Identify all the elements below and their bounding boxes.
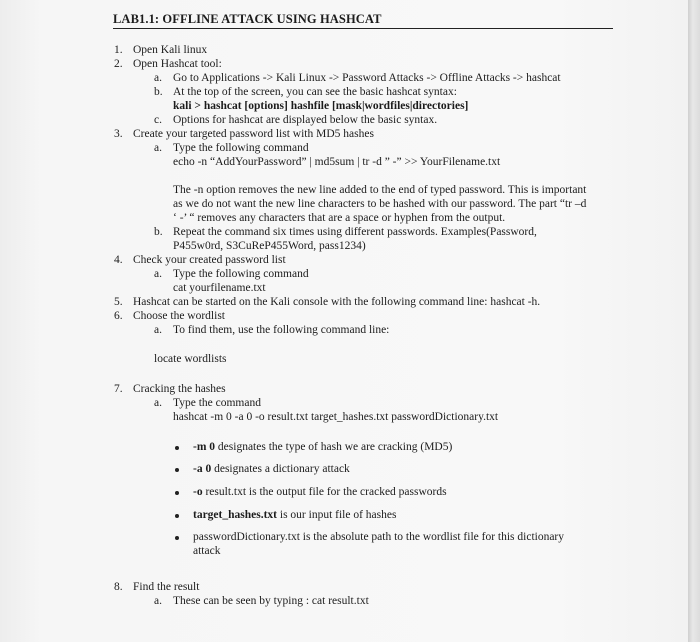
- bullet-dot: [175, 468, 179, 472]
- step-2a-text: Go to Applications -> Kali Linux -> Password Attacks -> Offline Attacks -> hashcat: [173, 72, 561, 84]
- step-8-number: 8.: [114, 581, 123, 593]
- hashcat-syntax: kali > hashcat [options] hashfile [mask|wordfiles|directories]: [173, 100, 469, 112]
- step-6-number: 6.: [114, 310, 123, 322]
- bullet-item: passwordDictionary.txt is the absolute path to the wordlist file for this dictionary: [193, 531, 565, 543]
- step-2b-text: At the top of the screen, you can see the basic hashcat syntax:: [173, 86, 457, 98]
- step-8a-text: These can be seen by typing : cat result.txt: [173, 595, 369, 607]
- step-4-text: Check your created password list: [133, 254, 286, 266]
- step-2c-text: Options for hashcat are displayed below the basic syntax.: [173, 114, 438, 126]
- step-3a-command: echo -n “AddYourPassword” | md5sum | tr -d ” -” >> YourFilename.txt: [173, 156, 501, 168]
- step-6-command: locate wordlists: [154, 353, 227, 365]
- step-4a-letter: a.: [154, 268, 162, 280]
- page-edge-shadow: [688, 0, 700, 642]
- step-7-number: 7.: [114, 383, 123, 395]
- step-6a-letter: a.: [154, 324, 162, 336]
- step-4a-text: Type the following command: [173, 268, 309, 280]
- step-8a-letter: a.: [154, 595, 162, 607]
- step-6-text: Choose the wordlist: [133, 310, 225, 322]
- step-5-text: Hashcat can be started on the Kali console with the following command line: hashcat -h.: [133, 296, 541, 308]
- step-7a-letter: a.: [154, 397, 162, 409]
- step-7-text: Cracking the hashes: [133, 383, 226, 395]
- bullet-dot: [175, 536, 179, 540]
- step-4a-command: cat yourfilename.txt: [173, 282, 266, 294]
- bullet-dot: [175, 514, 179, 518]
- step-3a-note-line1: The -n option removes the new line added to the end of typed password. This is important: [173, 184, 587, 196]
- bullet-dot: [175, 446, 179, 450]
- step-3a-note-line2: as we do not want the new line characters to be hashed with our password. The part “tr –d: [173, 198, 587, 210]
- step-2-number: 2.: [114, 58, 123, 70]
- step-3-text: Create your targeted password list with MD5 hashes: [133, 128, 374, 140]
- step-2a-letter: a.: [154, 72, 162, 84]
- step-8-text: Find the result: [133, 581, 200, 593]
- step-3a-note-line3: ‘ -’ “ removes any characters that are a space or hyphen from the output.: [173, 212, 506, 224]
- step-7a-text: Type the command: [173, 397, 261, 409]
- step-1-text: Open Kali linux: [133, 44, 208, 56]
- step-6a-text: To find them, use the following command line:: [173, 324, 390, 336]
- bullet-item: -m 0 designates the type of hash we are cracking (MD5): [193, 441, 453, 453]
- bullet-item: target_hashes.txt is our input file of hashes: [193, 509, 397, 521]
- step-3a-letter: a.: [154, 142, 162, 154]
- step-2c-letter: c.: [154, 114, 162, 126]
- step-2b-letter: b.: [154, 86, 163, 98]
- step-5-number: 5.: [114, 296, 123, 308]
- step-3b-letter: b.: [154, 226, 163, 238]
- step-3-number: 3.: [114, 128, 123, 140]
- page-title: LAB1.1: OFFLINE ATTACK USING HASHCAT: [113, 12, 382, 26]
- step-7a-command: hashcat -m 0 -a 0 -o result.txt target_hashes.txt passwordDictionary.txt: [173, 411, 499, 423]
- step-3b-text-line2: P455w0rd, S3CuReP455Word, pass1234): [173, 240, 366, 252]
- step-4-number: 4.: [114, 254, 123, 266]
- bullet-item: -a 0 designates a dictionary attack: [193, 463, 350, 475]
- title-underline: [113, 28, 613, 29]
- step-2-text: Open Hashcat tool:: [133, 58, 222, 70]
- step-3b-text-line1: Repeat the command six times using different passwords. Examples(Password,: [173, 226, 537, 238]
- step-1-number: 1.: [114, 44, 123, 56]
- step-3a-text: Type the following command: [173, 142, 309, 154]
- bullet-item-continuation: attack: [193, 545, 221, 557]
- bullet-item: -o result.txt is the output file for the cracked passwords: [193, 486, 447, 498]
- bullet-dot: [175, 491, 179, 495]
